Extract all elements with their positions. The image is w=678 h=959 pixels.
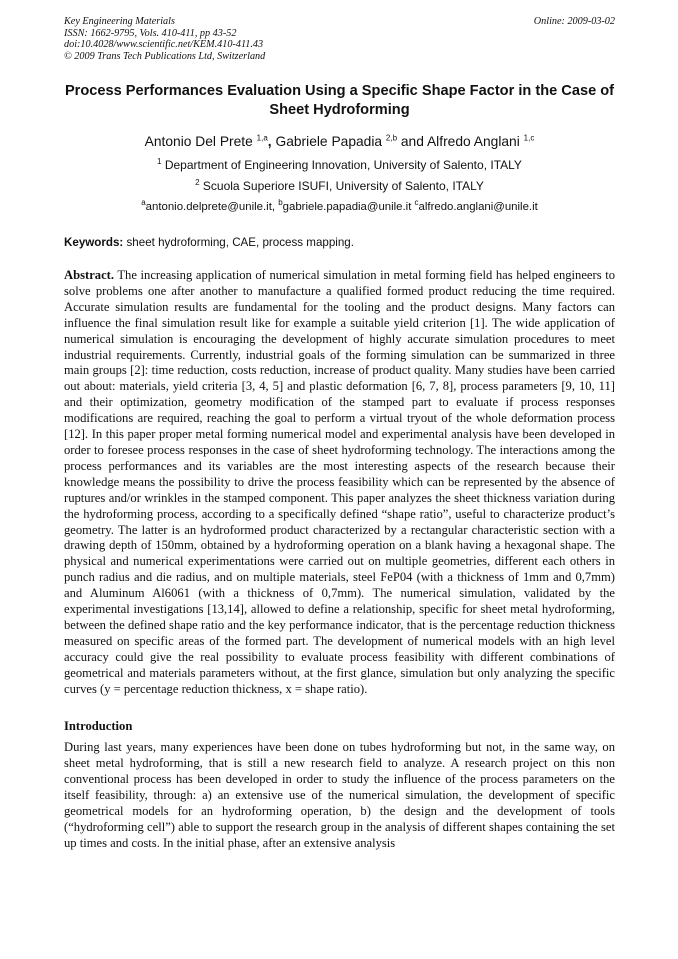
author-separator: , — [267, 134, 272, 149]
author-affiliation-mark: 2,b — [385, 133, 398, 143]
section-heading-introduction: Introduction — [64, 719, 133, 734]
journal-header — [64, 16, 615, 62]
journal-issn: ISSN: 1662-9795, Vols. 410-411, pp 43-52 — [64, 27, 237, 39]
keywords-label: Keywords: — [64, 236, 124, 249]
author-separator: and — [397, 134, 427, 149]
email-address[interactable]: alfredo.anglani@unile.it — [418, 201, 538, 213]
journal-doi: doi:10.4028/www.scientific.net/KEM.410-411.43 — [64, 39, 264, 50]
author-name: Alfredo Anglani — [426, 134, 520, 149]
affiliation-number: 2 — [195, 178, 200, 187]
introduction-paragraph: During last years, many experiences have been done on tubes hydroforming but not, in the same way, on sheet metal hydroforming, that is still a new research field to analyze. A research project on this non conventional process has been developed in order to study the influence of the process parameters on the itself feasibility, through: a) an extensive use of the numerical simulation, the development of specific geometrical models for an hydroforming operation, b) the design and the development of tools (“hydroforming cell”) able to support the research group in the analysis of different shapes containing the set up times and costs. In the initial phase, after an extensive analysis — [64, 740, 615, 850]
affiliation — [64, 179, 615, 194]
email-mark: c — [414, 198, 419, 208]
author-emails — [64, 200, 615, 215]
author-affiliation-mark: 1,c — [523, 133, 535, 143]
journal-copyright: © 2009 Trans Tech Publications Ltd, Switzerland — [64, 50, 266, 62]
paper-title: Process Performances Evaluation Using a Specific Shape Factor in the Case of Sheet Hydroforming — [64, 83, 615, 118]
affiliation-number: 1 — [157, 157, 162, 166]
keywords — [64, 235, 615, 250]
email-address[interactable]: gabriele.papadia@unile.it — [282, 201, 415, 213]
keywords-text: sheet hydroforming, CAE, process mapping. — [123, 236, 354, 249]
abstract — [64, 268, 615, 697]
abstract-text: The increasing application of numerical simulation in metal forming field has helped engineers to solve problems one after another to manufacture a qualified formed product reducing the time required. Accurate simulation results are fundamental for the tooling and the product designs. Many factors can influence the final simulation result like for example a suitable yield criterion [1]. The wide application of numerical simulation is encouraging the development of highly accurate simulation procedures to meet industrial requirements. Currently, industrial goals of the forming simulation can be summarized in three main groups [2]: time reduction, costs reduction, increase of product quality. Many studies have been carried out about: materials, yield criteria [3, 4, 5] and plastic deformation [6, 7, 8], process parameters [9, 10, 11] and their optimization, geometry modification of the stamped part to evaluate if process responses modifications are required, reaching the goal to perform a virtual tryout of the whole deformation process [12]. In this paper proper metal forming numerical model and experimental analysis have been developed in order to foresee process responses in the case of sheet hydroforming technology. The interactions among the process performances and its variables are the most interesting aspects of the research because their knowledge means the possibility to drive the process feasibility which can be represented by the absence of ruptures and/or wrinkles in the stamped component. This paper analyzes the sheet thickness variation during the hydroforming process, according to a specifically defined “shape ratio”, useful to characterize product’s geometry. The latter is an hydroformed product characterized by a rectangular characteristic section with a drawing depth of 150mm, obtained by a hydroforming operation on a blank having a hexagonal shape. The physical and numerical experimentations were carried out on multiple geometries, different each others in punch radius and die radius, and on multiple materials, steel FeP04 (with a thickness of 1mm and 0,7mm) and Aluminum Al6061 (with a thickness of 0,7mm). The numerical simulation, validated by the experimental investigations [13,14], allowed to define a relationship, specific for sheet metal hydroforming, between the defined shape ratio and the key performance indicator, that is the percentage reduction thickness measured on specific areas of the formed part. The development of numerical models with an high level accuracy could give the real possibility to evaluate process feasibility with different combinations of geometrical and materials parameters without, at the first glance, simulation but only analyzing the specific curves (y = percentage reduction thickness, x = shape ratio). — [64, 268, 615, 696]
affiliation-text: Department of Engineering Innovation, University of Salento, ITALY — [164, 158, 522, 172]
affiliation — [64, 158, 615, 173]
abstract-label: Abstract. — [64, 268, 115, 282]
affiliation-text: Scuola Superiore ISUFI, University of Salento, ITALY — [202, 179, 484, 193]
author-affiliation-mark: 1,a — [256, 133, 268, 143]
paper-page — [64, 16, 615, 852]
email-address[interactable]: antonio.delprete@unile.it, — [145, 201, 279, 213]
email-mark: b — [278, 198, 283, 208]
author-name: Antonio Del Prete — [144, 134, 253, 149]
online-date: Online: 2009-03-02 — [533, 16, 615, 27]
author-list — [64, 133, 615, 151]
email-mark: a — [141, 198, 146, 208]
journal-name: Key Engineering Materials — [64, 16, 175, 27]
author-name: Gabriele Papadia — [271, 134, 383, 149]
